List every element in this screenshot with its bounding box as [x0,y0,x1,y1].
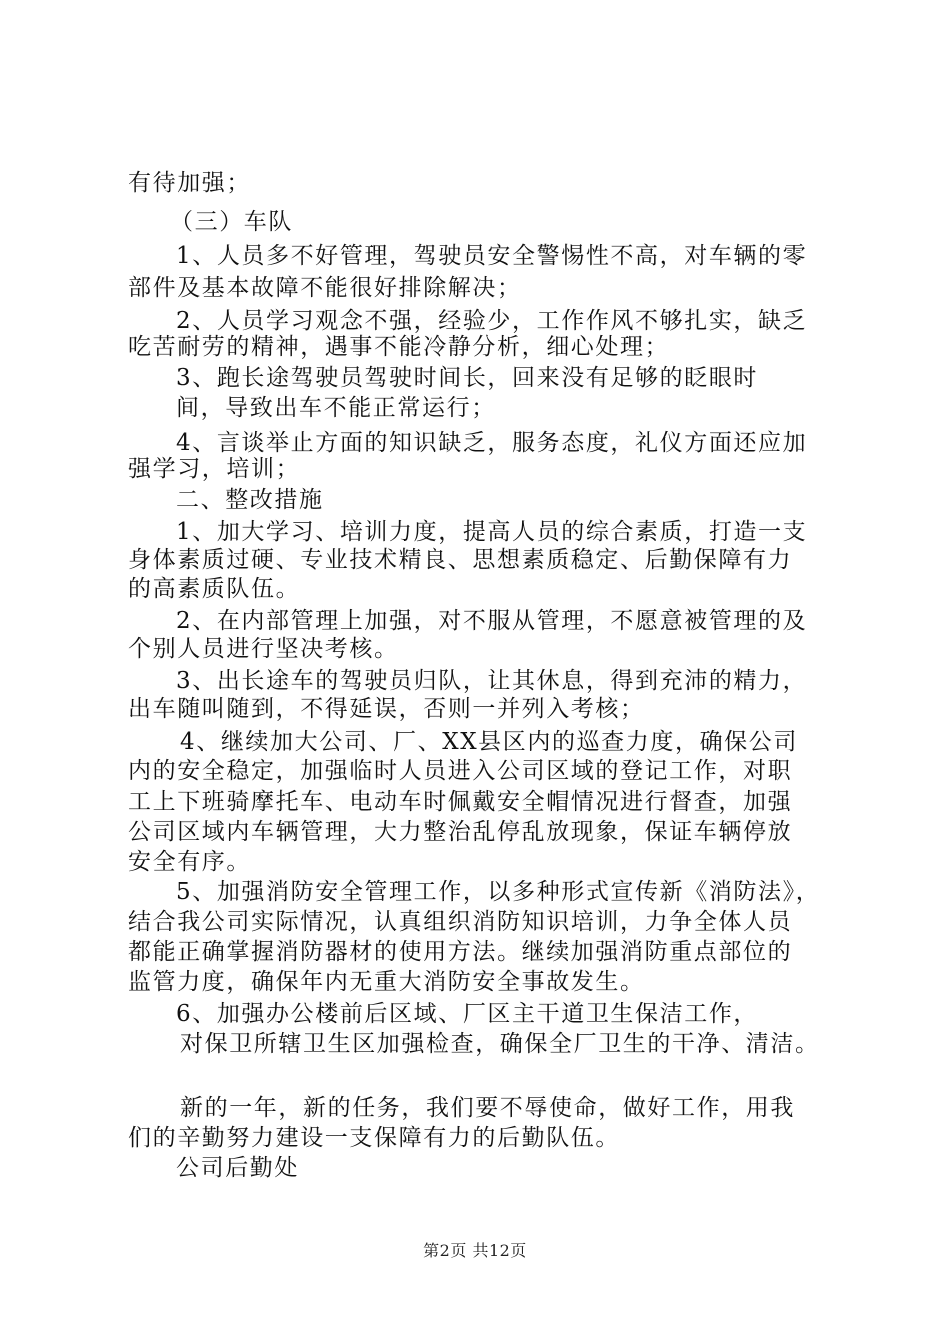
body-line: 都能正确掌握消防器材的使用方法。继续加强消防重点部位的 [128,939,793,965]
body-line: 3、出长途车的驾驶员归队，让其休息，得到充沛的精力， [176,668,808,694]
body-line: 出车随叫随到，不得延误，否则一并列入考核； [128,696,645,722]
body-line: 个别人员进行坚决考核。 [128,636,399,662]
body-line: 间，导致出车不能正常运行； [176,395,496,421]
body-line: 的高素质队伍。 [128,576,301,602]
body-line: 有待加强； [128,170,251,196]
body-line: 强学习，培训； [128,456,301,482]
body-line: 2、人员学习观念不强，经验少，工作作风不够扎实，缺乏 [176,308,808,334]
body-line: 内的安全稳定，加强临时人员进入公司区域的登记工作，对职 [128,758,793,784]
body-line: 1、加大学习、培训力度，提高人员的综合素质，打造一支 [176,519,808,545]
body-line: 6、加强办公楼前后区域、厂区主干道卫生保洁工作， [176,1001,759,1027]
body-line: 安全有序。 [128,849,251,875]
body-line: 2、在内部管理上加强，对不服从管理，不愿意被管理的及 [176,608,808,634]
section-heading: 二、整改措施 [176,487,324,513]
body-line: 部件及基本故障不能很好排除解决； [128,275,522,301]
body-line: 3、跑长途驾驶员驾驶时间长，回来没有足够的眨眼时 [176,365,759,391]
body-line: 公司区域内车辆管理，大力整治乱停乱放现象，保证车辆停放 [128,819,793,845]
body-line: 身体素质过硬、专业技术精良、思想素质稳定、后勤保障有力 [128,547,793,573]
body-line: 结合我公司实际情况，认真组织消防知识培训，力争全体人员 [128,909,793,935]
body-line: 4、言谈举止方面的知识缺乏，服务态度，礼仪方面还应加 [176,430,808,456]
signature-line: 公司后勤处 [176,1155,299,1181]
body-line: 吃苦耐劳的精神，遇事不能冷静分析，细心处理； [128,334,670,360]
page-number-footer: 第2页 共12页 [423,1241,527,1260]
body-line: 新的一年，新的任务，我们要不辱使命，做好工作，用我 [180,1095,795,1121]
body-line: 5、加强消防安全管理工作，以多种形式宣传新《消防法》， [176,879,821,905]
body-line: 对保卫所辖卫生区加强检查，确保全厂卫生的干净、清洁。 [180,1031,820,1057]
body-line: 工上下班骑摩托车、电动车时佩戴安全帽情况进行督查，加强 [128,789,793,815]
body-line: 监管力度，确保年内无重大消防安全事故发生。 [128,969,645,995]
body-line: 们的辛勤努力建设一支保障有力的后勤队伍。 [128,1125,620,1151]
body-line: 1、人员多不好管理，驾驶员安全警惕性不高，对车辆的零 [176,243,808,269]
body-line: 4、继续加大公司、厂、XX县区内的巡查力度，确保公司 [180,729,798,755]
section-heading: （三）车队 [170,209,293,235]
